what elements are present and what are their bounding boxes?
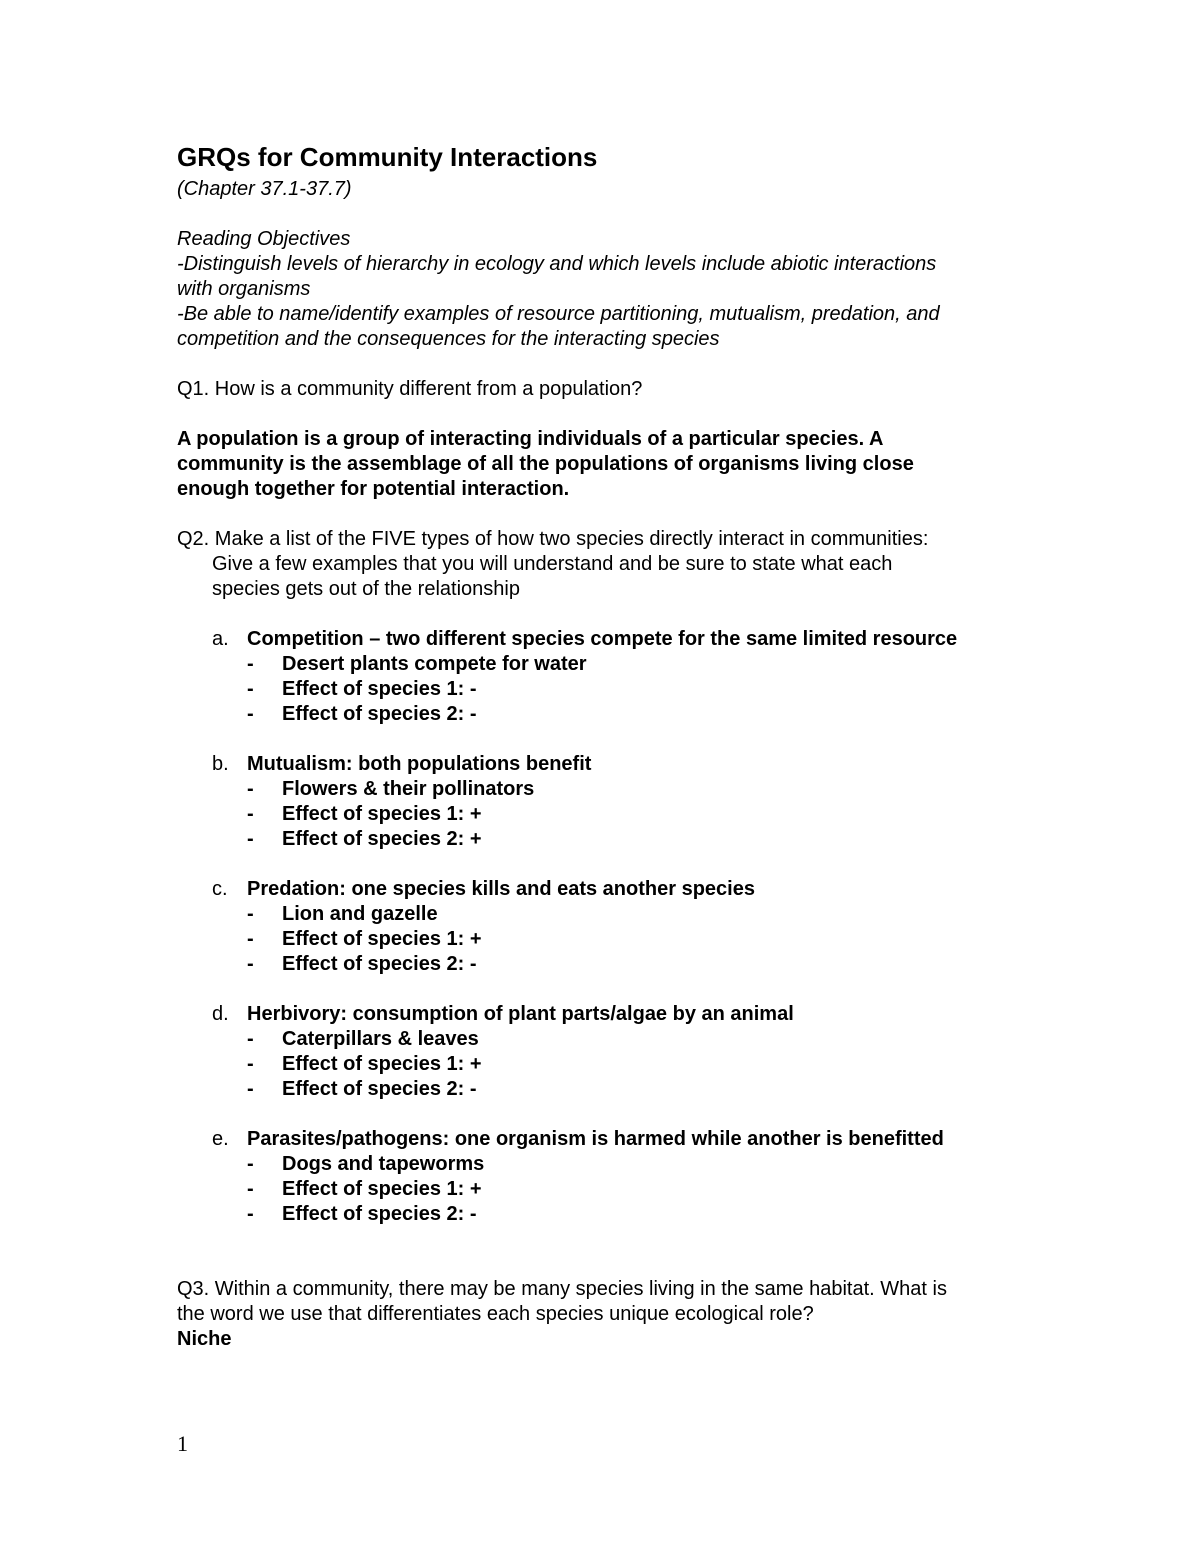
dash-bullet: -	[247, 928, 254, 950]
list-item	[177, 877, 1037, 902]
question-2	[177, 527, 1037, 1227]
example-text: Caterpillars & leaves	[282, 1028, 479, 1050]
example-text: Desert plants compete for water	[282, 653, 587, 675]
spacer	[177, 502, 1037, 527]
example-text: Flowers & their pollinators	[282, 778, 535, 800]
answer-text: A population is a group of interacting individuals of a particular species. A	[177, 428, 884, 450]
dash-bullet: -	[247, 953, 254, 975]
dash-bullet: -	[247, 1053, 254, 1075]
dash-bullet: -	[247, 653, 254, 675]
question-text: Q1. How is a community different from a population?	[177, 378, 643, 400]
effect-text: Effect of species 1: +	[282, 1053, 482, 1075]
list-letter: e.	[212, 1128, 229, 1150]
interaction-item-herbivory	[177, 1002, 1037, 1102]
answer-text: community is the assemblage of all the populations of organisms living close	[177, 453, 914, 475]
sub-item	[177, 927, 1037, 952]
sub-item	[177, 702, 1037, 727]
sub-item	[177, 1052, 1037, 1077]
effect-text: Effect of species 1: +	[282, 928, 482, 950]
sub-item	[177, 902, 1037, 927]
dash-bullet: -	[247, 803, 254, 825]
question-text: Give a few examples that you will understand and be sure to state what each	[212, 553, 893, 575]
list-letter: c.	[212, 878, 228, 900]
spacer	[177, 202, 1037, 227]
interaction-heading: Predation: one species kills and eats another species	[247, 878, 755, 900]
effect-text: Effect of species 2: -	[282, 1078, 477, 1100]
sub-item	[177, 1077, 1037, 1102]
interaction-heading: Competition – two different species compete for the same limited resource	[247, 628, 958, 650]
effect-text: Effect of species 2: +	[282, 828, 482, 850]
sub-item	[177, 1027, 1037, 1052]
dash-bullet: -	[247, 828, 254, 850]
question-text: species gets out of the relationship	[212, 578, 520, 600]
sub-item	[177, 1152, 1037, 1177]
objectives-heading: Reading Objectives	[177, 228, 351, 250]
dash-bullet: -	[247, 903, 254, 925]
sub-item	[177, 1177, 1037, 1202]
dash-bullet: -	[247, 703, 254, 725]
effect-text: Effect of species 1: +	[282, 1178, 482, 1200]
spacer	[177, 852, 1037, 877]
dash-bullet: -	[247, 778, 254, 800]
sub-item	[177, 802, 1037, 827]
spacer	[177, 977, 1037, 1002]
spacer	[177, 402, 1037, 427]
list-item	[177, 1002, 1037, 1027]
spacer	[177, 602, 1037, 627]
objective-line: -Distinguish levels of hierarchy in ecology and which levels include abiotic interactions	[177, 253, 937, 275]
page-title: GRQs for Community Interactions	[177, 142, 598, 172]
reading-objectives	[177, 227, 1037, 352]
chapter-reference: (Chapter 37.1-37.7)	[177, 178, 352, 200]
sub-item	[177, 677, 1037, 702]
effect-text: Effect of species 2: -	[282, 953, 477, 975]
sub-item	[177, 1202, 1037, 1227]
list-letter: d.	[212, 1003, 229, 1025]
dash-bullet: -	[247, 1153, 254, 1175]
interaction-item-competition	[177, 627, 1037, 727]
dash-bullet: -	[247, 1178, 254, 1200]
objective-line: -Be able to name/identify examples of resource partitioning, mutualism, predation, and	[177, 303, 940, 325]
example-text: Dogs and tapeworms	[282, 1153, 485, 1175]
objective-line: with organisms	[177, 278, 311, 300]
interaction-item-predation	[177, 877, 1037, 977]
effect-text: Effect of species 2: -	[282, 1203, 477, 1225]
dash-bullet: -	[247, 678, 254, 700]
answer-text: Niche	[177, 1328, 232, 1350]
sub-item	[177, 827, 1037, 852]
sub-item	[177, 652, 1037, 677]
effect-text: Effect of species 2: -	[282, 703, 477, 725]
interaction-item-mutualism	[177, 752, 1037, 852]
example-text: Lion and gazelle	[282, 903, 438, 925]
document-body	[177, 140, 1037, 1352]
effect-text: Effect of species 1: -	[282, 678, 477, 700]
effect-text: Effect of species 1: +	[282, 803, 482, 825]
interaction-item-parasites	[177, 1127, 1037, 1227]
dash-bullet: -	[247, 1203, 254, 1225]
interaction-heading: Parasites/pathogens: one organism is harmed while another is benefitted	[247, 1128, 944, 1150]
interaction-heading: Mutualism: both populations benefit	[247, 753, 592, 775]
question-3	[177, 1277, 1037, 1352]
question-text: Q3. Within a community, there may be many species living in the same habitat. What is	[177, 1278, 947, 1300]
question-text: the word we use that differentiates each species unique ecological role?	[177, 1303, 814, 1325]
spacer	[177, 1102, 1037, 1127]
spacer	[177, 727, 1037, 752]
dash-bullet: -	[247, 1028, 254, 1050]
spacer	[177, 1227, 1037, 1252]
interaction-heading: Herbivory: consumption of plant parts/algae by an animal	[247, 1003, 794, 1025]
spacer	[177, 352, 1037, 377]
list-letter: a.	[212, 628, 229, 650]
question-text: Q2. Make a list of the FIVE types of how two species directly interact in communities:	[177, 528, 929, 550]
list-letter: b.	[212, 753, 229, 775]
list-item	[177, 752, 1037, 777]
answer-text: enough together for potential interaction.	[177, 478, 570, 500]
list-item	[177, 1127, 1037, 1152]
objective-line: competition and the consequences for the interacting species	[177, 328, 720, 350]
list-item	[177, 627, 1037, 652]
question-1	[177, 377, 1037, 502]
spacer	[177, 1252, 1037, 1277]
page-number: 1	[177, 1431, 188, 1456]
dash-bullet: -	[247, 1078, 254, 1100]
sub-item	[177, 777, 1037, 802]
sub-item	[177, 952, 1037, 977]
